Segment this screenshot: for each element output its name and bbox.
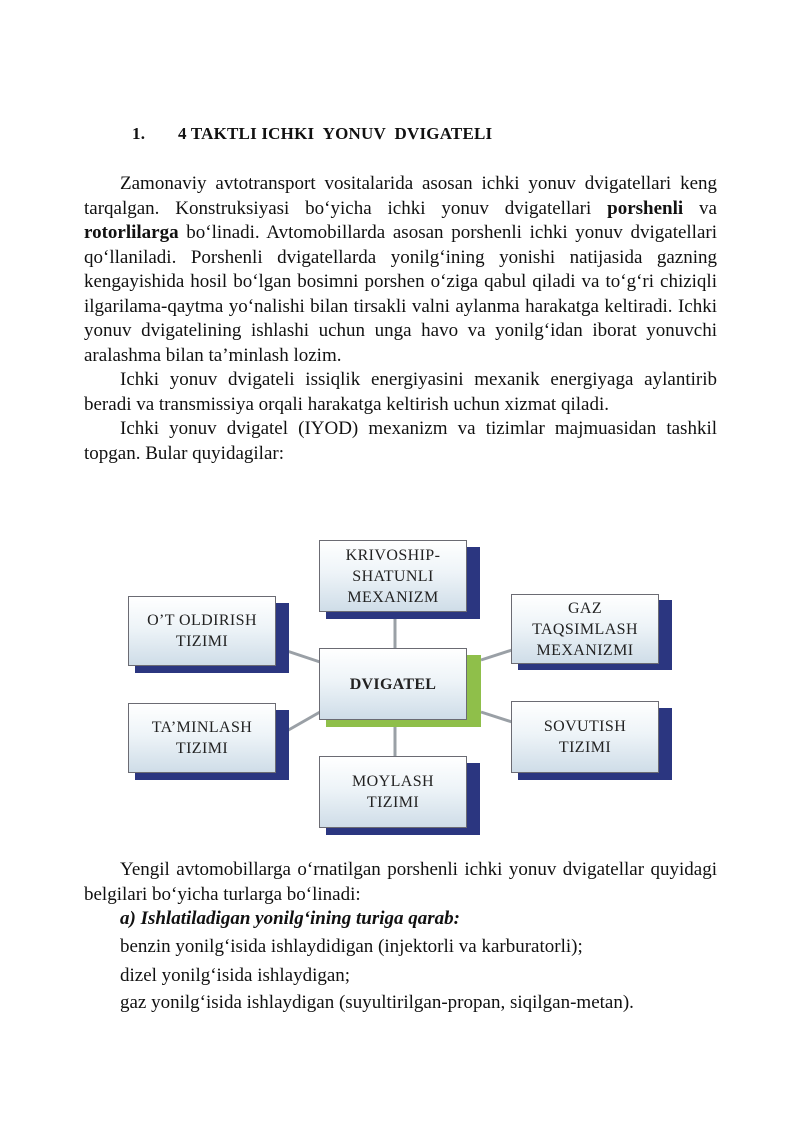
box-gas-distribution-label: GAZ TAQSIMLASH MEXANIZMI <box>532 599 638 659</box>
box-gas-distribution <box>511 594 659 664</box>
box-ignition-system-label: O’T OLDIRISH TIZIMI <box>147 612 257 650</box>
box-ignition-system <box>128 596 276 666</box>
term-rotorlilarga: rotorlilarga <box>84 222 179 243</box>
term-porshenli: porshenli <box>607 197 684 219</box>
fuel-type-subheading: a) Ishlatiladigan yonilg‘ining turiga qarab: <box>120 908 460 929</box>
list-item <box>84 961 717 990</box>
intro-p1-part-a: Zamonaviy avtotransport vositalarida asosan ichki yonuv dvigatellari keng tarqalgan. Konstruksiyasi bo‘yicha ichki yonuv dvigatellari <box>84 173 717 219</box>
box-supply-system-label: TA’MINLASH TIZIMI <box>151 719 253 757</box>
box-engine-label: DVIGATEL <box>349 675 437 693</box>
list-item-text: gaz yonilg‘isida ishlaydigan (suyultirilgan-propan, siqilgan-metan). <box>120 991 634 1013</box>
box-crank-mechanism-label: KRIVOSHIP- SHATUNLI MEXANIZM <box>345 546 441 606</box>
box-cooling-system-label: SOVUTISH TIZIMI <box>543 718 627 756</box>
connector-right-bottom <box>481 712 512 722</box>
box-lubrication-system <box>319 756 467 828</box>
box-lubrication-system-label: MOYLASH TIZIMI <box>352 773 434 811</box>
list-item <box>84 932 717 961</box>
box-supply-system <box>128 703 276 773</box>
section-title: 4 TAKTLI ICHKI YONUV DVIGATELI <box>178 124 493 143</box>
types-intro-paragraph: Yengil avtomobillarga o‘rnatilgan porshenli ichki yonuv dvigatellar quyidagi belgilari bo‘yicha turlarga bo‘linadi: <box>84 859 717 905</box>
list-item <box>84 990 717 1016</box>
list-item-text: benzin yonilg‘isida ishlaydidigan (injektorli va karburatorli); <box>120 935 583 957</box>
intro-paragraph-2: Ichki yonuv dvigateli issiqlik energiyasini mexanik energiyaga aylantirib beradi va transmissiya orqali harakatga keltirish uchun xizmat qiladi. <box>84 369 717 415</box>
box-crank-mechanism <box>319 540 467 612</box>
intro-p1-part-c: bo‘linadi. Avtomobillarda asosan porshenli ichki yonuv dvigatellari qo‘llaniladi. Porshenli dvigatellarda yonilg‘ining yonishi natijasida gazning kengayishida hosil bo‘lgan bosimni porshen o‘ziga qabul qiladi va to‘g‘ri chiziqli ilgarilama-qaytma yo‘nalishi bilan tirsakli valni aylanma harakatga keltiradi. Ichki yonuv dvigatelining ishlashi uchun unga havo va yonilg‘idan iborat yonuvchi aralashma bilan ta’minlash lozim. <box>84 222 717 366</box>
intro-p1-part-b: va <box>683 197 717 219</box>
list-item-text: dizel yonilg‘isida ishlaydigan; <box>120 964 351 986</box>
box-engine <box>319 648 467 720</box>
section-number: 1. <box>132 124 146 143</box>
intro-paragraph-3: Ichki yonuv dvigatel (IYOD) mexanizm va tizimlar majmuasidan tashkil topgan. Bular quyidagilar: <box>84 418 717 464</box>
types-text <box>84 858 717 1016</box>
box-cooling-system <box>511 701 659 773</box>
connector-right-top <box>481 650 512 660</box>
